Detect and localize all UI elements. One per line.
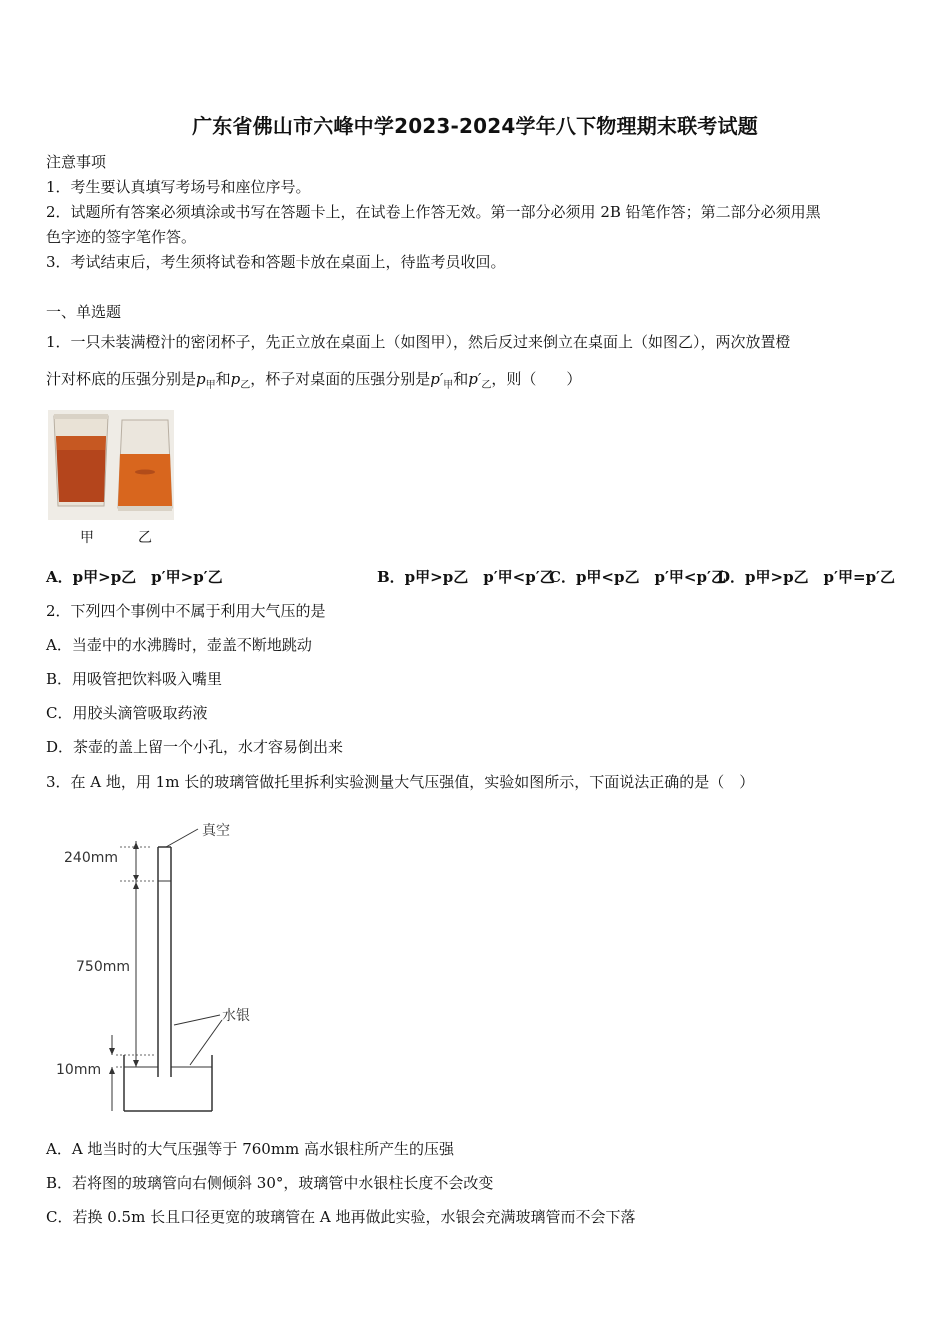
q1-sub-yi: 乙 — [240, 380, 251, 391]
label-vacuum: 真空 — [202, 823, 230, 839]
q1-text-and: 和 — [215, 370, 231, 388]
q1-option-c: C．p甲<p乙 p′甲<p′乙 — [549, 568, 726, 586]
cups-photo — [48, 410, 174, 520]
label-10mm: 10mm — [56, 1062, 102, 1078]
q3-option-b: B．若将图的玻璃管向右侧倾斜 30°，玻璃管中水银柱长度不会改变 — [46, 1174, 494, 1192]
q1-text-g: ，杯子对桌面的压强分别是 — [250, 370, 431, 388]
q1-symbol-p: p — [196, 370, 206, 388]
section-heading: 一、单选题 — [46, 303, 122, 321]
label-750mm: 750mm — [76, 959, 130, 975]
label-mercury: 水银 — [222, 1008, 250, 1024]
q1-symbol-pp2: p′ — [468, 370, 482, 388]
q2-option-b: B．用吸管把饮料吸入嘴里 — [46, 670, 223, 688]
notice-item-3: 3．考试结束后，考生须将试卷和答题卡放在桌面上，待监考员收回。 — [46, 253, 506, 271]
notice-item-2: 2．试题所有答案必须填涂或书写在答题卡上，在试卷上作答无效。第一部分必须用 2B 铅笔作答；第二部分必须用黑 — [46, 203, 821, 221]
q1-symbol-pp: p′ — [430, 370, 444, 388]
caption-jia: 甲 — [80, 530, 94, 546]
q1-text-m: ，则（ ） — [491, 370, 582, 388]
q1-option-b: B．p甲>p乙 p′甲<p′乙 — [377, 568, 555, 586]
q2-option-c: C．用胶头滴管吸取药液 — [46, 704, 208, 722]
q2-option-d: D．茶壶的盖上留一个小孔，水才容易倒出来 — [46, 738, 344, 756]
label-240mm: 240mm — [64, 850, 118, 866]
q1-stem-line1: 1．一只未装满橙汁的密闭杯子，先正立放在桌面上（如图甲），然后反过来倒立在桌面上（如图乙），两次放置橙 — [46, 333, 791, 351]
q1-sub-jia2: 甲 — [443, 380, 454, 391]
q3-option-c: C．若换 0.5m 长且口径更宽的玻璃管在 A 地再做此实验，水银会充满玻璃管而不会下落 — [46, 1208, 636, 1226]
q1-stem-line2 — [46, 369, 581, 396]
torricelli-diagram — [50, 815, 290, 1115]
q3-stem: 3．在 A 地，用 1m 长的玻璃管做托里拆利实验测量大气压强值，实验如图所示，下面说法正确的是（ ） — [46, 773, 755, 791]
q1-sub-yi2: 乙 — [481, 380, 492, 391]
notice-item-2-cont: 色字迹的签字笔作答。 — [46, 228, 197, 246]
page-title: 广东省佛山市六峰中学2023-2024学年八下物理期末联考试题 — [192, 114, 758, 138]
q2-option-a: A．当壶中的水沸腾时，壶盖不断地跳动 — [46, 636, 312, 654]
q1-text-and2: 和 — [453, 370, 469, 388]
q1-option-d: D．p甲>p乙 p′甲=p′乙 — [717, 568, 896, 586]
notice-heading: 注意事项 — [46, 153, 107, 171]
q1-text-a: 汁对杯底的压强分别是 — [46, 370, 197, 388]
q1-option-a: A．p甲>p乙 p′甲>p′乙 — [46, 568, 223, 586]
q1-sub-jia: 甲 — [205, 380, 216, 391]
q2-stem: 2．下列四个事例中不属于利用大气压的是 — [46, 602, 326, 620]
caption-yi: 乙 — [138, 530, 152, 546]
q3-option-a: A．A 地当时的大气压强等于 760mm 高水银柱所产生的压强 — [46, 1140, 455, 1158]
notice-item-1: 1．考生要认真填写考场号和座位序号。 — [46, 178, 311, 196]
q1-symbol-p2: p — [230, 370, 241, 388]
